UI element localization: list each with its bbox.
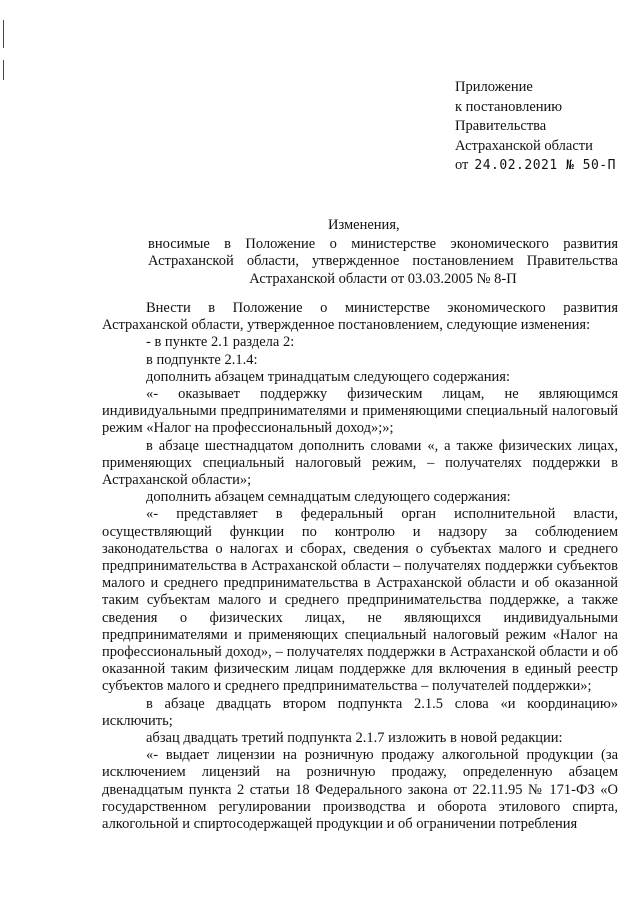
body-paragraph: в абзаце двадцать втором подпункта 2.1.5 слова «и координацию» исключить;: [102, 695, 618, 729]
scan-margin-mark: [3, 20, 4, 48]
appendix-line: к постановлению: [455, 98, 563, 115]
appendix-date-line: [455, 156, 616, 176]
date-value: 24.02.2021 № 50-П: [474, 158, 616, 173]
body-paragraph: в абзаце шестнадцатом дополнить словами «, а также физических лицах, применяющих специальный налоговый режим, – получателях поддержки в Астраханской области»;: [102, 437, 618, 489]
appendix-line: Правительства: [455, 118, 547, 134]
document-title: Изменения,: [328, 217, 400, 233]
appendix-line: Астраханской области: [455, 137, 593, 154]
body-paragraph: Внести в Положение о министерстве экономического развития Астраханской области, утвержденное постановлением, следующие изменения:: [102, 300, 618, 334]
appendix-block: [455, 78, 616, 176]
date-prefix: от: [455, 157, 469, 173]
document-subtitle: вносимые в Положение о министерстве экономического развития Астраханской области, утвержденное постановлением Правительства Астраханской области от 03.03.2005 № 8-П: [148, 236, 618, 287]
body-paragraph: дополнить абзацем тринадцатым следующего содержания:: [146, 368, 510, 385]
body-paragraph: «- оказывает поддержку физическим лицам, не являющимся индивидуальными предпринимателями и применяющими специальный налоговый режим «Налог на профессиональный доход»;»;: [102, 386, 618, 437]
body-paragraph: «- представляет в федеральный орган исполнительной власти, осуществляющий функции по контролю и надзору за соблюдением законодательства о налогах и сборах, сведения о субъектах малого и среднего предпринимательства в Астраханской области – получателях поддержки субъектов малого и среднего предпринимательства в Астраханской области и об оказанной таким субъектам малого и среднего предпринимательства поддержке, а также сведения о физических лицах, не являющихся индивидуальными предпринимателями и применяющих специальный налоговый режим «Налог на профессиональный доход», – получателях поддержки в Астраханской области и об оказанной таким физическим лицам поддержке для включения в единый реестр субъектов малого и среднего предпринимательства – получателей поддержки»;: [102, 506, 618, 695]
appendix-line: Приложение: [455, 79, 533, 95]
document-body: [102, 300, 618, 833]
scan-margin-mark: [3, 60, 4, 80]
body-paragraph: «- выдает лицензии на розничную продажу алкогольной продукции (за исключением лицензий на розничную продажу, определенную абзацем двенадцатым пункта 2 статьи 18 Федерального закона от 22.11.95 № 171-ФЗ «О государственном регулировании производства и оборота этилового спирта, алкогольной и спиртосодержащей продукции и об ограничении потребления: [102, 747, 618, 833]
body-paragraph: в подпункте 2.1.4:: [146, 351, 258, 368]
body-paragraph: дополнить абзацем семнадцатым следующего содержания:: [146, 489, 511, 506]
body-paragraph: абзац двадцать третий подпункта 2.1.7 изложить в новой редакции:: [146, 730, 563, 747]
body-paragraph: - в пункте 2.1 раздела 2:: [146, 334, 295, 351]
